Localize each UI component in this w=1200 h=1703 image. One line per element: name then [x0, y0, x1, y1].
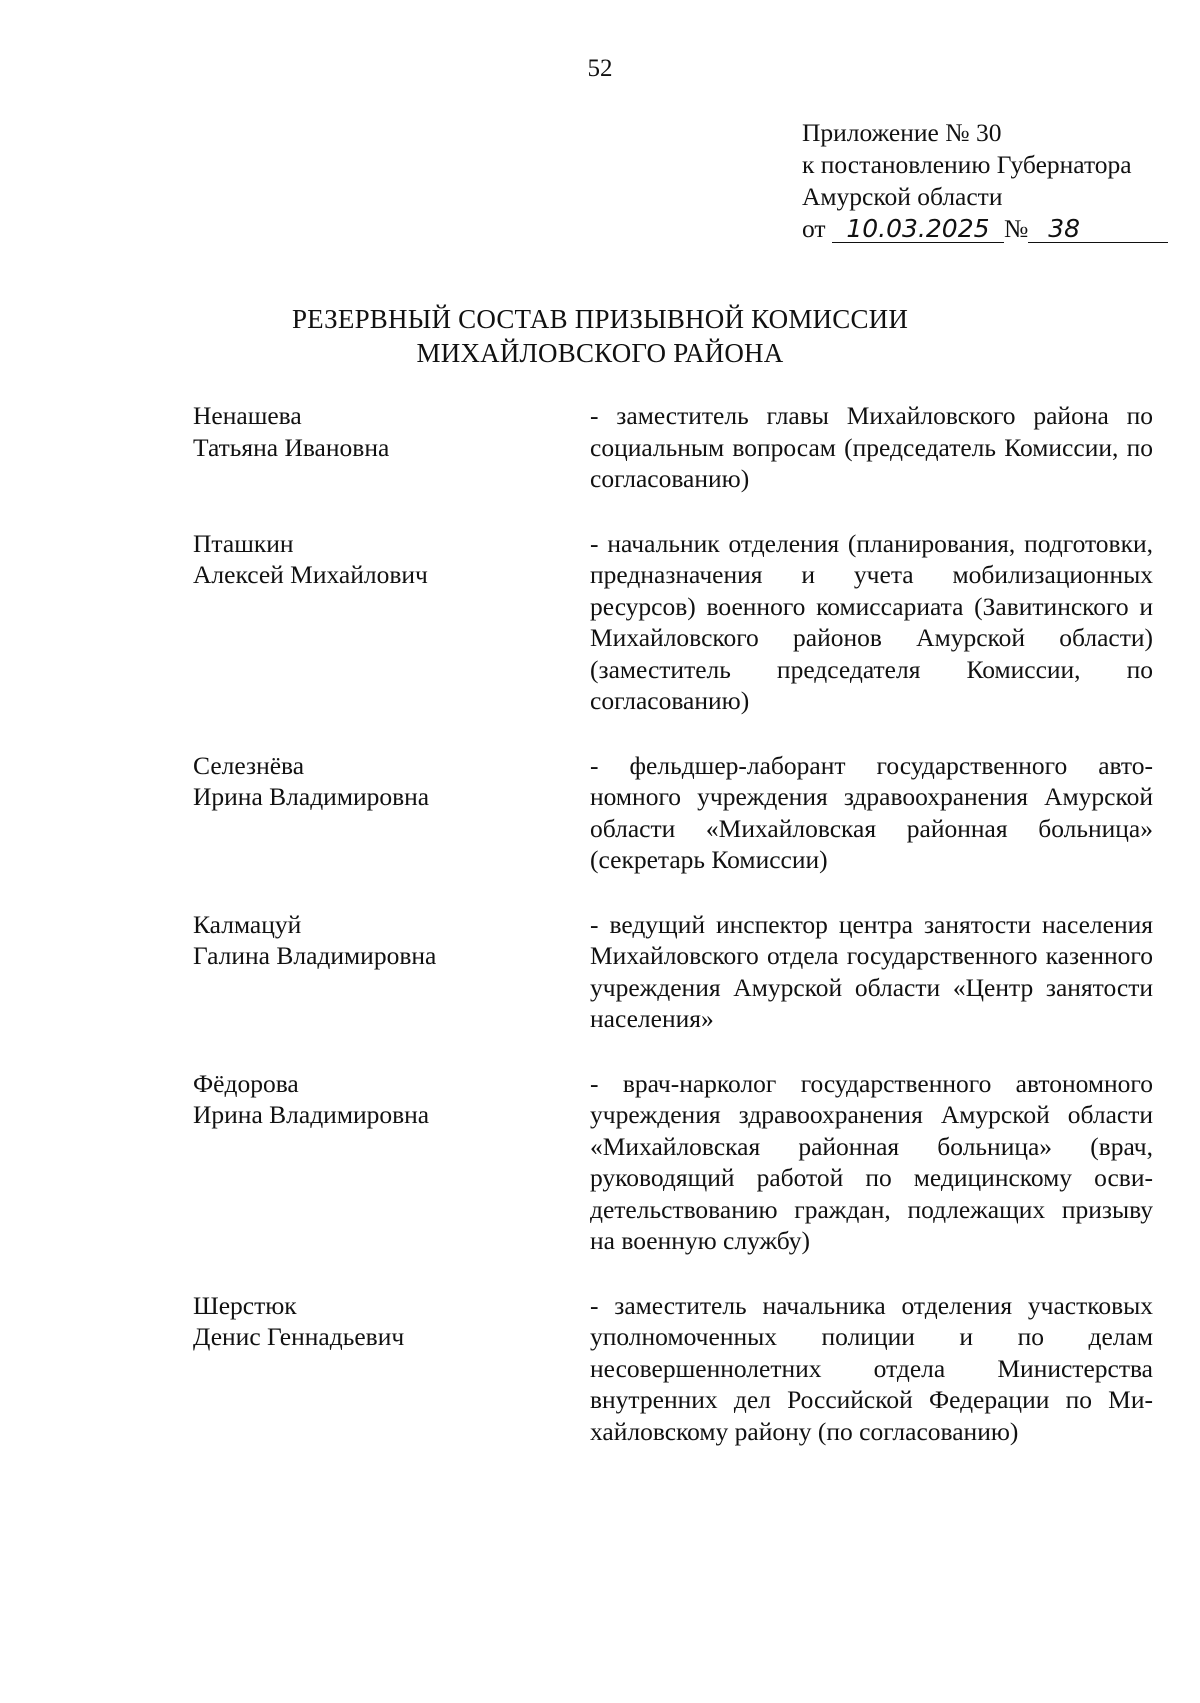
- member-given-names: Денис Геннадьевич: [193, 1322, 405, 1351]
- handwritten-date: 10.03.2025: [832, 216, 1004, 243]
- member-role: - ведущий инспектор центра занятости населения Михайловского отдела государственного казенного учреждения Амурской области «Центр занятости населения»: [590, 909, 1153, 1033]
- member-surname: Калмацуй: [193, 909, 302, 939]
- member-given-names: Алексей Михайлович: [193, 560, 428, 589]
- member-name: [193, 909, 590, 972]
- number-prefix: №: [1003, 214, 1029, 243]
- member-entry: [193, 1068, 1153, 1257]
- member-name: [193, 528, 590, 591]
- member-surname: Ненашева: [193, 401, 302, 430]
- member-given-names: Ирина Владимировна: [193, 782, 430, 811]
- appendix-line-1: Приложение № 30: [802, 118, 1002, 147]
- appendix-date-line: [802, 213, 1168, 245]
- handwritten-number: 38: [1028, 216, 1168, 243]
- member-entry: [193, 909, 1153, 1035]
- member-entry: [193, 1290, 1153, 1448]
- member-role: - начальник отделения (планирования, подготовки, предназначения и учета мобилизационных ресурсов) военного комиссариата (Завитинского и Михайловского районов Амурской области) (заместитель председателя Комиссии, по согласованию): [590, 528, 1153, 715]
- member-surname: Шерстюк: [193, 1290, 297, 1320]
- member-name: [193, 750, 590, 813]
- member-role: - заместитель главы Михайловского района по социальным вопросам (председатель Комиссии, по согласованию): [590, 401, 1153, 493]
- member-given-names: Галина Владимировна: [193, 941, 437, 970]
- member-entry: [193, 528, 1153, 717]
- member-role: - фельдшер-лаборант государственного автономного учреждения здравоохранения Амурской области «Михайловская районная больница» (секретарь Комиссии): [590, 750, 1153, 874]
- member-given-names: Татьяна Ивановна: [193, 432, 390, 462]
- member-entry: [193, 400, 1153, 495]
- page-number: 52: [587, 55, 613, 82]
- appendix-block: [802, 117, 1168, 245]
- document-title: [0, 302, 1200, 370]
- title-line-1: РЕЗЕРВНЫЙ СОСТАВ ПРИЗЫВНОЙ КОМИССИИ: [291, 304, 909, 334]
- title-line-2: МИХАЙЛОВСКОГО РАЙОНА: [416, 338, 784, 368]
- member-role: - заместитель начальника отделения участковых уполномоченных полиции и по делам несовершеннолетних отдела Министерства внутренних дел Российской Федерации по Михайловскому району (по согласованию): [590, 1290, 1153, 1446]
- member-name: [193, 1290, 590, 1353]
- date-prefix: от: [802, 214, 826, 243]
- member-given-names: Ирина Владимировна: [193, 1100, 430, 1129]
- member-surname: Селезнёва: [193, 750, 305, 780]
- members-list: [193, 400, 1153, 1480]
- appendix-line-2: к постановлению Губернатора: [802, 150, 1132, 179]
- member-entry: [193, 750, 1153, 876]
- member-surname: Фёдорова: [193, 1068, 299, 1098]
- member-surname: Пташкин: [193, 528, 294, 558]
- appendix-line-3: Амурской области: [802, 182, 1003, 211]
- member-name: [193, 400, 590, 463]
- member-role: - врач-нарколог государственного автономного учреждения здравоохранения Амурской области «Михайловская районная больница» (врач, руководящий работой по медицинскому освидетельствованию граждан, подлежащих призыву на военную службу): [590, 1068, 1153, 1255]
- member-name: [193, 1068, 590, 1131]
